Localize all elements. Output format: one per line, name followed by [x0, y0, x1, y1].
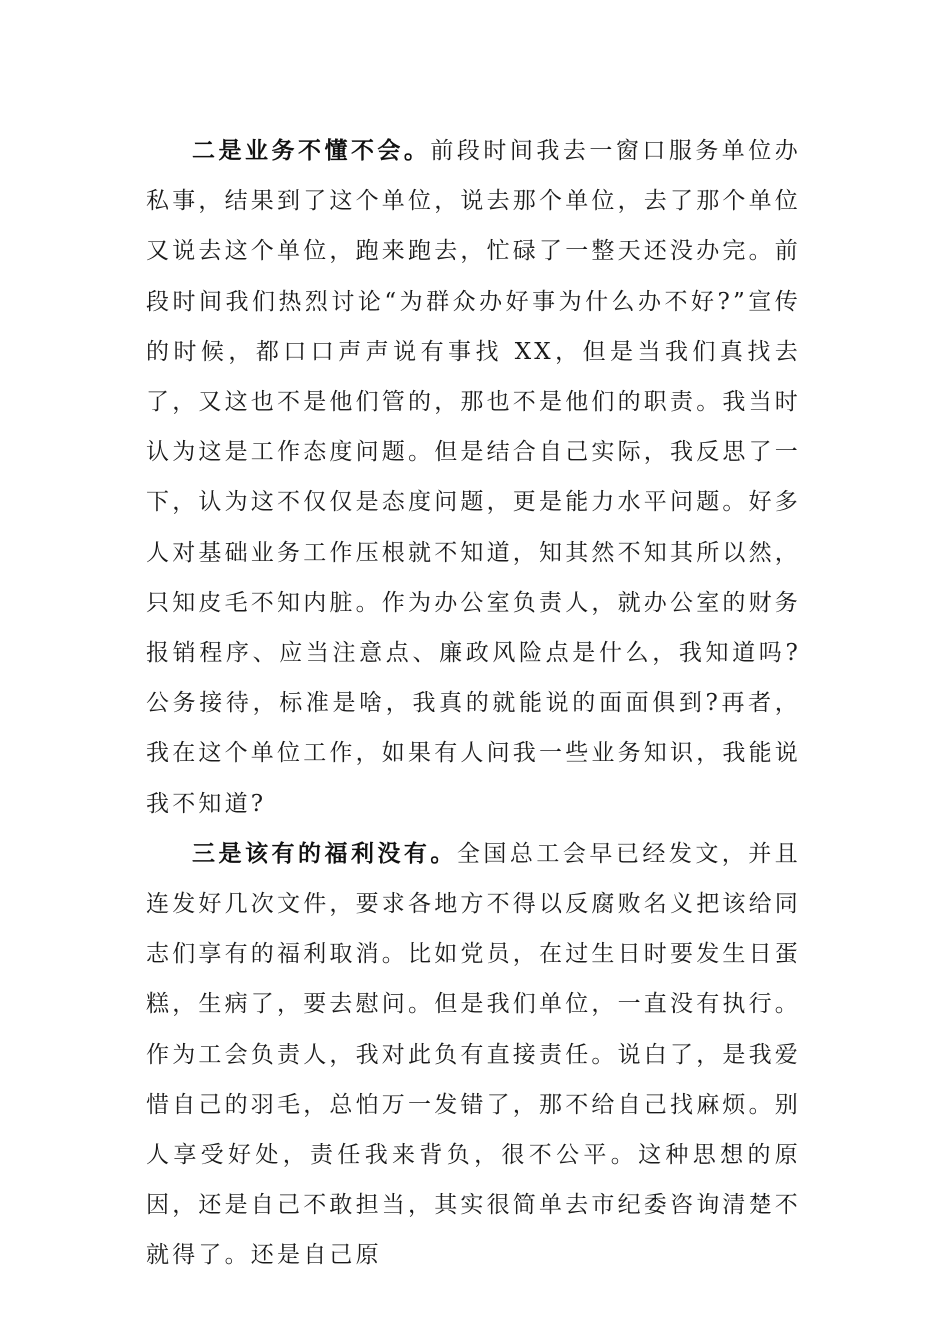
paragraph-welfare [146, 829, 801, 1281]
paragraph-heading: 二是业务不懂不会。 [192, 137, 431, 164]
paragraph-heading: 三是该有的福利没有。 [192, 839, 457, 867]
paragraph-text: 全国总工会早已经发文，并且连发好几次文件，要求各地方不得以反腐败名义把该给同志们享有的福利取消。比如党员，在过生日时要发生日蛋糕，生病了，要去慰问。但是我们单位，一直没有执行。作为工会负责人，我对此负有直接责任。说白了，是我爱惜自己的羽毛，总怕万一发错了，那不给自己找麻烦。别人享受好处，责任我来背负，很不公平。这种思想的原因，还是自己不敢担当，其实很简单去市纪委咨询清楚不就得了。还是自己原 [146, 840, 801, 1269]
document-body [146, 126, 801, 1281]
paragraph-text: 前段时间我去一窗口服务单位办私事，结果到了这个单位，说去那个单位，去了那个单位又说去这个单位，跑来跑去，忙碌了一整天还没办完。前段时间我们热烈讨论“为群众办好事为什么办不好?”宣传的时候，都口口声声说有事找 XX，但是当我们真找去了，又这也不是他们管的，那也不是他们的职责。我当时认为这是工作态度问题。但是结合自己实际，我反思了一下，认为这不仅仅是态度问题，更是能力水平问题。好多人对基础业务工作压根就不知道，知其然不知其所以然，只知皮毛不知内脏。作为办公室负责人，就办公室的财务报销程序、应当注意点、廉政风险点是什么，我知道吗?公务接待，标准是啥，我真的就能说的面面俱到?再者，我在这个单位工作，如果有人问我一些业务知识，我能说我不知道? [146, 138, 801, 817]
paragraph-business-knowledge [146, 126, 801, 829]
